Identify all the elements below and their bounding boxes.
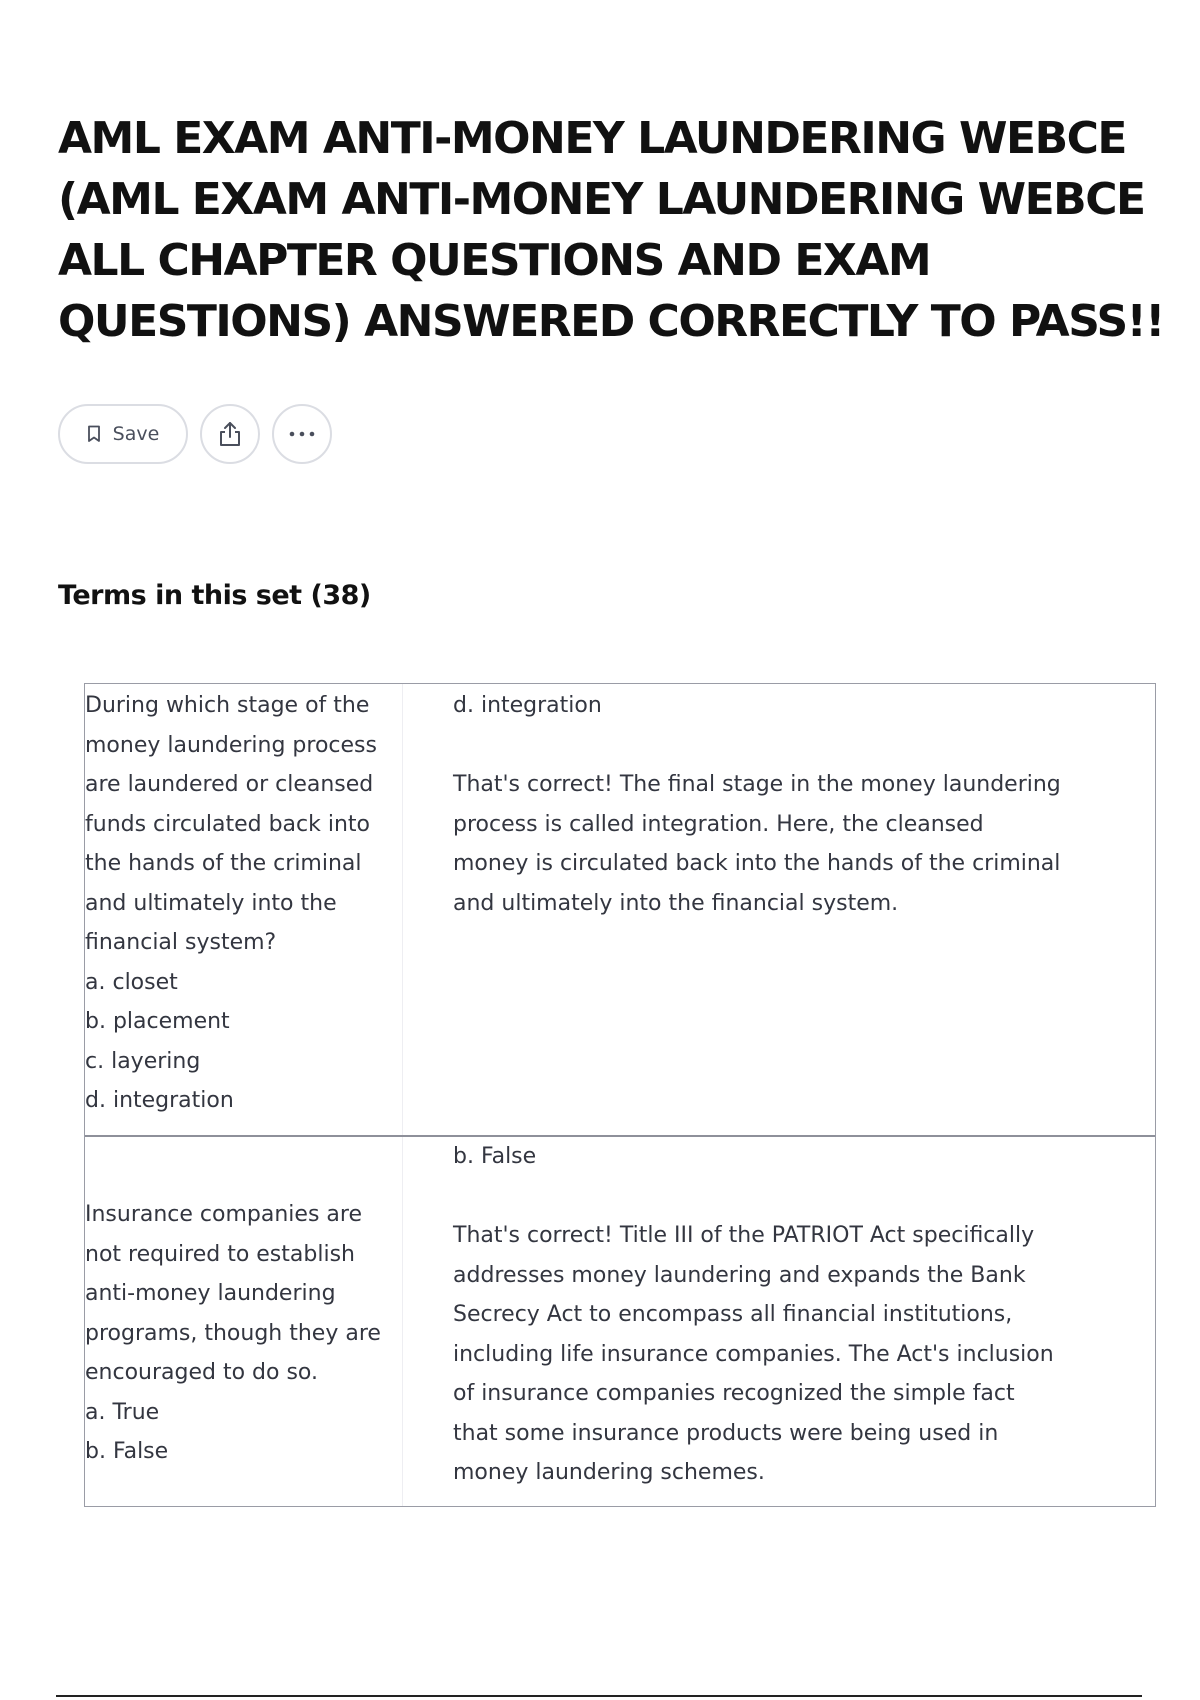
definition-answer: d. integration bbox=[453, 693, 602, 718]
definition-line: that some insurance products were being used in bbox=[453, 1420, 999, 1446]
definition-line: Secrecy Act to encompass all financial institutions, bbox=[453, 1302, 1013, 1327]
terms-table bbox=[84, 683, 1156, 1507]
page-divider bbox=[56, 1695, 1142, 1697]
share-button[interactable] bbox=[200, 404, 260, 464]
term-line: programs, though they are bbox=[85, 1320, 381, 1346]
spacer bbox=[453, 1177, 1073, 1217]
spacer bbox=[453, 726, 1073, 766]
more-options-button[interactable] bbox=[272, 404, 332, 464]
share-icon bbox=[217, 420, 243, 448]
term-option: b. placement bbox=[85, 1009, 230, 1034]
page-title-line: QUESTIONS) ANSWERED CORRECTLY TO PASS!! bbox=[58, 296, 1164, 347]
definition-line: including life insurance companies. The Act's inclusion bbox=[453, 1341, 1054, 1367]
term-option: a. closet bbox=[85, 969, 178, 995]
term-line: During which stage of the bbox=[85, 693, 370, 718]
terms-heading: Terms in this set (38) bbox=[58, 580, 371, 611]
term-row bbox=[85, 1135, 1155, 1506]
term-question bbox=[85, 1137, 403, 1506]
term-line: not required to establish bbox=[85, 1241, 355, 1267]
action-bar bbox=[58, 404, 332, 464]
term-line: Insurance companies are bbox=[85, 1202, 362, 1227]
term-line: encouraged to do so. bbox=[85, 1360, 318, 1385]
term-definition bbox=[403, 1137, 1073, 1493]
term-option: d. integration bbox=[85, 1088, 234, 1113]
term-line: the hands of the criminal bbox=[85, 851, 362, 876]
term-question bbox=[85, 684, 403, 1135]
page-title-line: ALL CHAPTER QUESTIONS AND EXAM bbox=[58, 235, 931, 286]
definition-line: money is circulated back into the hands of the criminal bbox=[453, 851, 1061, 876]
term-line: and ultimately into the bbox=[85, 890, 337, 916]
definition-line: That's correct! The final stage in the money laundering bbox=[453, 772, 1061, 797]
definition-answer: b. False bbox=[453, 1144, 537, 1169]
page-title bbox=[58, 108, 1168, 352]
term-row bbox=[85, 684, 1155, 1135]
definition-line: That's correct! Title III of the PATRIOT Act specifically bbox=[453, 1223, 1035, 1248]
definition-line: addresses money laundering and expands the Bank bbox=[453, 1262, 1026, 1288]
page-title-line: (AML EXAM ANTI-MONEY LAUNDERING WEBCE bbox=[58, 174, 1145, 225]
term-line: funds circulated back into bbox=[85, 811, 370, 837]
definition-line: money laundering schemes. bbox=[453, 1460, 765, 1485]
save-button-label: Save bbox=[112, 423, 160, 445]
term-line: are laundered or cleansed bbox=[85, 772, 374, 797]
term-line: financial system? bbox=[85, 930, 277, 955]
term-option: c. layering bbox=[85, 1048, 201, 1074]
more-icon bbox=[288, 431, 316, 437]
definition-line: process is called integration. Here, the cleansed bbox=[453, 811, 984, 837]
term-line: anti-money laundering bbox=[85, 1281, 336, 1306]
page-title-line: AML EXAM ANTI-MONEY LAUNDERING WEBCE bbox=[58, 113, 1126, 164]
save-button[interactable] bbox=[58, 404, 188, 464]
bookmark-icon bbox=[87, 425, 101, 443]
term-option: a. True bbox=[85, 1399, 160, 1425]
term-definition bbox=[403, 684, 1073, 923]
term-line: money laundering process bbox=[85, 732, 377, 758]
definition-line: of insurance companies recognized the simple fact bbox=[453, 1381, 1015, 1406]
definition-line: and ultimately into the financial system. bbox=[453, 890, 899, 916]
term-option: b. False bbox=[85, 1439, 169, 1464]
